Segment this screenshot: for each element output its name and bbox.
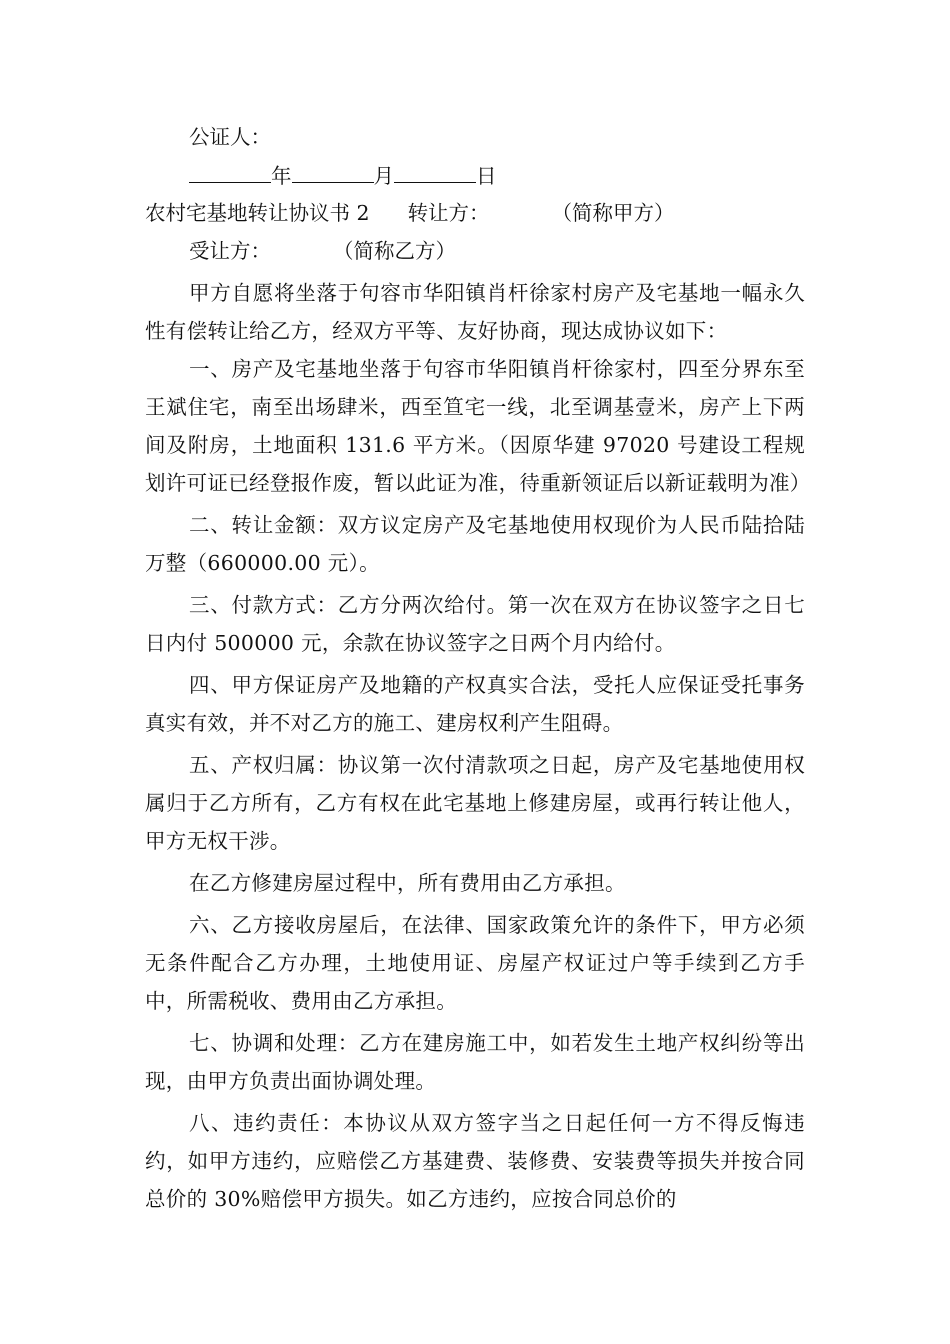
paragraph-clause-7: 七、协调和处理：乙方在建房施工中，如若发生土地产权纠纷等出现，由甲方负责出面协调处理。: [145, 1031, 805, 1093]
paragraph-clause-8: 八、违约责任：本协议从双方签字当之日起任何一方不得反悔违约，如甲方违约，应赔偿乙方基建费、装修费、安装费等损失并按合同总价的 30%赔偿甲方损失。如乙方违约，应按合同总价的: [145, 1111, 805, 1211]
paragraph-clause-6: 六、乙方接收房屋后，在法律、国家政策允许的条件下，甲方必须无条件配合乙方办理，土地使用证、房屋产权证过户等手续到乙方手中，所需税收、费用由乙方承担。: [145, 913, 805, 1013]
paragraph-intro: 甲方自愿将坐落于句容市华阳镇肖杆徐家村房产及宅基地一幅永久性有偿转让给乙方，经双方平等、友好协商，现达成协议如下：: [145, 281, 805, 343]
month-label: 月: [373, 164, 394, 188]
paragraph-clause-5: 五、产权归属：协议第一次付清款项之日起，房产及宅基地使用权属归于乙方所有，乙方有权在此宅基地上修建房屋，或再行转让他人，甲方无权干涉。: [145, 753, 805, 853]
paragraph-clause-5-note: 在乙方修建房屋过程中，所有费用由乙方承担。: [189, 871, 626, 895]
document-title: 农村宅基地转让协议书 2: [145, 201, 370, 225]
paragraph-clause-1: 一、房产及宅基地坐落于句容市华阳镇肖杆徐家村，四至分界东至王斌住宅，南至出场肆米，西至笪宅一线，北至调基壹米，房产上下两间及附房，土地面积 131.6 平方米。（因原华建 97020 号建设工程规划许可证已经登报作废，暂以此证为准，待重新领证后以新证载明为准）: [145, 357, 811, 495]
paragraph-clause-2: 二、转让金额：双方议定房产及宅基地使用权现价为人民币陆拾陆万整（660000.00 元）。: [145, 513, 805, 575]
date-line: [145, 156, 805, 194]
transferee-label: 受让方：: [189, 239, 271, 263]
transferee-abbr: （简称乙方）: [333, 239, 456, 263]
paragraph-clause-3: 三、付款方式：乙方分两次给付。第一次在双方在协议签字之日七日内付 500000 元，余款在协议签字之日两个月内给付。: [145, 593, 805, 655]
day-label: 日: [476, 164, 497, 188]
transferor-label: 转让方：: [407, 201, 490, 225]
heading-line: [145, 194, 805, 232]
month-blank: [292, 156, 374, 183]
document-page: [145, 118, 811, 1218]
paragraph-clause-4: 四、甲方保证房产及地籍的产权真实合法，受托人应保证受托事务真实有效，并不对乙方的施工、建房权利产生阻碍。: [145, 673, 805, 735]
day-blank: [394, 156, 476, 183]
notary-label: 公证人：: [189, 125, 271, 149]
transferee-line: [145, 232, 805, 270]
year-label: 年: [271, 164, 292, 188]
notary-line: [145, 118, 805, 156]
year-blank: [189, 156, 271, 183]
transferor-abbr: （简称甲方）: [551, 201, 675, 225]
